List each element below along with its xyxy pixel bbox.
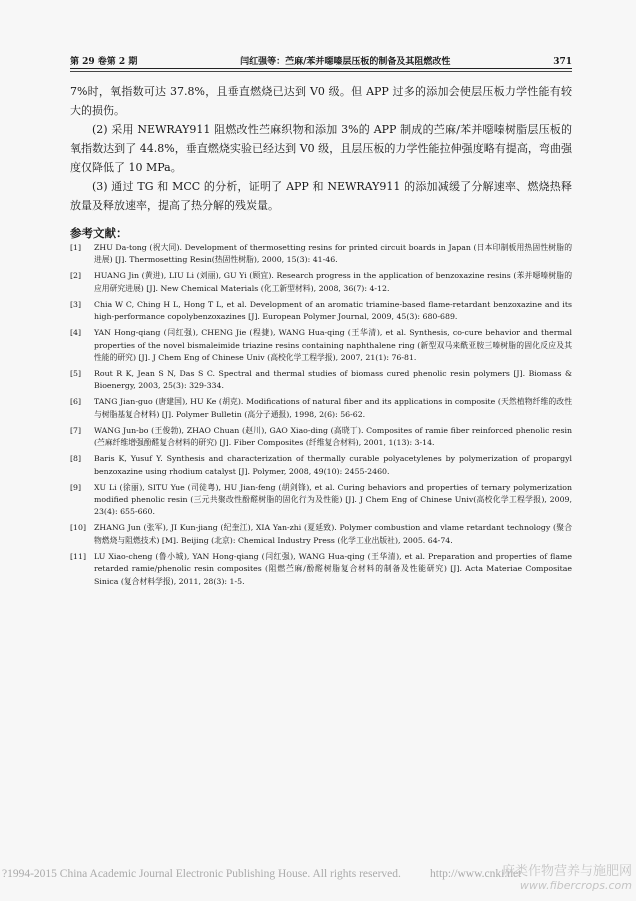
reference-item	[70, 522, 572, 547]
page-number: 371	[553, 57, 572, 67]
reference-text: WANG Jun-bo (王俊勃), ZHAO Chuan (赵川), GAO Xiao-ding (高晓丁). Composites of ramie fiber reinforced phenolic resin (苎麻纤维增强酚醛复合材料的研究) [J]. Fiber Composites (纤维复合材料), 2001, 1(13): 3-14.	[94, 425, 572, 448]
reference-text: ZHU Da-tong (祝大同). Development of thermosetting resins for printed circuit boards in Japan (日本印制板用热固性树脂的进展) [J]. Thermosetting Resin(热固性树脂), 2000, 15(3): 41-46.	[94, 243, 572, 265]
conclusion-text	[70, 82, 572, 215]
reference-text: YAN Hong-qiang (闫红强), CHENG Jie (程捷), WANG Hua-qing (王华清), et al. Synthesis, co-cure behavior and thermal properties of the novel bismaleimide triazine resins containing naphthalene ring (新型双马来酰亚胺三嗪树脂的固化反应及其性能的研究) [J]. J Chem Eng of Chinese Univ (高校化学工程学报), 2007, 21(1): 76-81.	[94, 328, 572, 363]
reference-item	[70, 327, 572, 364]
reference-item	[70, 453, 572, 478]
header-rule-thin	[70, 71, 572, 72]
reference-text: TANG Jian-guo (唐建国), HU Ke (胡克). Modifications of natural fiber and its applications in composite (天然植物纤维的改性与树脂基复合材料) [J]. Polymer Bulletin (高分子通报), 1998, 2(6): 56-62.	[94, 397, 572, 419]
paragraph-3: (3) 通过 TG 和 MCC 的分析，证明了 APP 和 NEWRAY911 的添加减缓了分解速率、燃烧热释放量及释放速率，提高了热分解的残炭量。	[70, 180, 572, 212]
paragraph-1: 7%时，氧指数可达 37.8%，且垂直燃烧已达到 V0 级。但 APP 过多的添加会使层压板力学性能有较大的损伤。	[70, 85, 572, 117]
reference-number: [7]	[70, 425, 82, 435]
reference-text: Rout R K, Jean S N, Das S C. Spectral and thermal studies of biomass cured phenolic resin polymers [J]. Biomass & Bioenergy, 2003, 25(3): 329-334.	[94, 369, 572, 391]
running-header	[70, 53, 572, 67]
reference-text: HUANG Jin (黄进), LIU Li (刘丽), GU Yi (顾宜). Research progress in the application of benzoxazine resins (苯并噁嗪树脂的应用研究进展) [J]. New Chemical Materials (化工新型材料), 2008, 36(7): 4-12.	[94, 271, 572, 293]
reference-text: LU Xiao-cheng (鲁小城), YAN Hong-qiang (闫红强), WANG Hua-qing (王华清), et al. Preparation and properties of flame retarded ramie/phenolic resin composites (阻燃苎麻/酚醛树脂复合材料的制备及性能研究) [J]. Acta Materiae Compositae Sinica (复合材料学报), 2011, 28(3): 1-5.	[94, 551, 572, 586]
reference-text: XU Li (徐丽), SITU Yue (司徒粤), HU Jian-feng (胡剑锋), et al. Curing behaviors and properties of ternary polymerization modified phenolic resin (三元共聚改性酚醛树脂的固化行为及性能) [J]. J Chem Eng of Chinese Univ(高校化学工程学报), 2009, 23(4): 655-660.	[94, 482, 572, 517]
watermark-cn: 麻类作物营养与施肥网	[501, 864, 632, 879]
copyright-text: ?1994-2015 China Academic Journal Electronic Publishing House. All rights reserved.	[2, 868, 401, 880]
reference-number: [10]	[70, 523, 87, 533]
reference-number: [6]	[70, 397, 82, 407]
reference-item	[70, 482, 572, 519]
reference-item	[70, 299, 572, 324]
reference-item	[70, 270, 572, 295]
reference-item	[70, 242, 572, 267]
reference-number: [8]	[70, 454, 82, 464]
paragraph-2: (2) 采用 NEWRAY911 阻燃改性苎麻织物和添加 3%的 APP 制成的苎麻/苯并噁嗪树脂层压板的氧指数达到了 44.8%，垂直燃烧实验已经达到 V0 级，且层压板的力学性能拉伸强度略有提高，弯曲强度仅降低了 10 MPa。	[70, 123, 572, 174]
article-running-title: 闫红强等：苎麻/苯并噁嗪层压板的制备及其阻燃改性	[240, 57, 451, 67]
reference-number: [11]	[70, 551, 87, 561]
reference-text: Chia W C, Ching H L, Hong T L, et al. Development of an aromatic triamine-based flame-retardant benzoxazine and its high-performance copolybenzoxazines [J]. European Polymer Journal, 2009, 45(3): 680-689.	[94, 299, 572, 322]
reference-number: [5]	[70, 369, 82, 379]
reference-number: [9]	[70, 482, 82, 492]
references-heading: 参考文献：	[70, 226, 128, 240]
reference-text: ZHANG Jun (张军), JI Kun-jiang (纪奎江), XIA Yan-zhi (夏延致). Polymer combustion and vlame retardant technology (聚合物燃烧与阻燃技术) [M]. Beijing (北京): Chemical Industry Press (化学工业出版社), 2005. 64-74.	[94, 523, 572, 545]
cnki-link[interactable]: http://www.cnki.net	[430, 868, 522, 880]
header-rule	[70, 68, 572, 69]
reference-list	[70, 242, 572, 592]
reference-number: [3]	[70, 299, 82, 309]
reference-item	[70, 368, 572, 393]
watermark-en: www.fibercrops.com	[519, 879, 632, 892]
reference-number: [2]	[70, 271, 82, 281]
reference-number: [1]	[70, 243, 82, 252]
reference-number: [4]	[70, 328, 82, 338]
site-watermark	[502, 860, 632, 892]
reference-item	[70, 551, 572, 588]
reference-item	[70, 396, 572, 421]
reference-text: Baris K, Yusuf Y. Synthesis and characterization of thermally curable polyacetylenes by polymerization of propargyl benzoxazine using rhodium catalyst [J]. Polymer, 2008, 49(10): 2455-2460.	[94, 454, 572, 476]
reference-item	[70, 425, 572, 450]
issue-label: 第 29 卷第 2 期	[70, 57, 138, 67]
